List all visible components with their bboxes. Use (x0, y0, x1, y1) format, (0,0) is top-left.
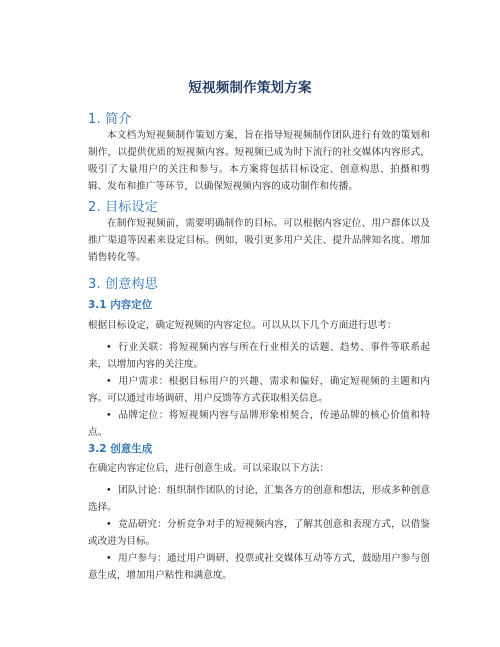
bullet-glyph: • (106, 376, 112, 387)
list-item-text: 行业关联：将短视频内容与所在行业相关的话题、趋势、事件等联系起来，以增加内容的关注度。 (88, 342, 430, 370)
bullet-glyph: • (106, 553, 112, 564)
section-heading-intro: 1. 简介 (88, 112, 132, 127)
list-item (88, 482, 430, 516)
document-title: 短视频制作策划方案 (188, 80, 312, 96)
list-item (88, 550, 430, 584)
list-item-text: 竞品研究：分析竞争对手的短视频内容，了解其创意和表现方式，以借鉴或改进为目标。 (88, 519, 430, 547)
list-item (88, 516, 430, 550)
section-paragraph-intro: 本文档为短视频制作策划方案，旨在指导短视频制作团队进行有效的策划和制作，以提供优质的短视频内容。短视频已成为时下流行的社交媒体内容形式，吸引了大量用户的关注和参与。本方案将包括目标设定、创意构思、拍摄和剪辑、发布和推广等环节，以确保短视频内容的成功制作和传播。 (88, 130, 430, 192)
subsection-intro-ideation: 在确定内容定位后，进行创意生成。可以采取以下方法： (88, 463, 330, 474)
bullet-glyph: • (106, 485, 112, 496)
list-item (88, 373, 430, 407)
bullet-glyph: • (106, 410, 112, 421)
subsection-heading-positioning: 3.1 内容定位 (88, 299, 153, 311)
list-item-text: 用户参与：通过用户调研、投票或社交媒体互动等方式，鼓励用户参与创意生成，增加用户粘性和满意度。 (88, 553, 430, 581)
list-item-text: 品牌定位：将短视频内容与品牌形象相契合，传递品牌的核心价值和特点。 (88, 410, 430, 438)
bullet-glyph: • (106, 519, 112, 530)
section-heading-creative: 3. 创意构思 (88, 277, 158, 292)
subsection-heading-ideation: 3.2 创意生成 (88, 443, 153, 455)
list-item-text: 团队讨论：组织制作团队的讨论，汇集各方的创意和想法，形成多种创意选择。 (88, 485, 430, 513)
subsection-intro-positioning: 根据目标设定，确定短视频的内容定位。可以从以下几个方面进行思考： (88, 320, 397, 331)
bullet-glyph: • (106, 342, 112, 353)
section-paragraph-goals: 在制作短视频前，需要明确制作的目标。可以根据内容定位、用户群体以及推广渠道等因素来设定目标。例如，吸引更多用户关注、提升品牌知名度、增加销售转化等。 (88, 218, 430, 263)
list-item (88, 407, 430, 441)
section-heading-goals: 2. 目标设定 (88, 200, 158, 215)
list-item-text: 用户需求：根据目标用户的兴趣、需求和偏好，确定短视频的主题和内容。可以通过市场调研、用户反馈等方式获取相关信息。 (88, 376, 430, 404)
list-item (88, 339, 430, 373)
